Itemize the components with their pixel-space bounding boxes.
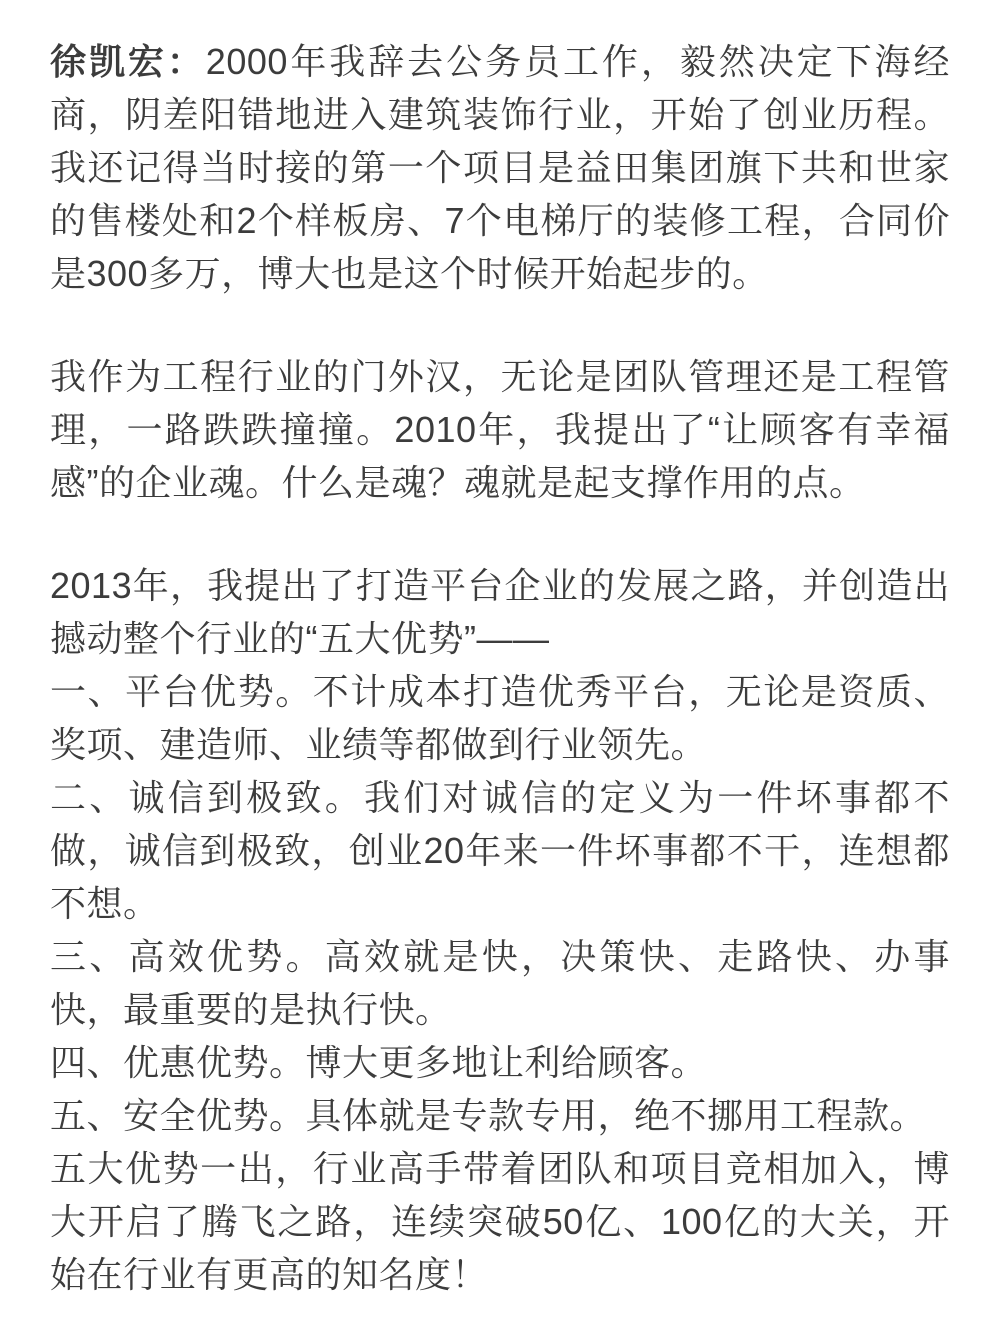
advantage-line-platform: 一、平台优势。不计成本打造优秀平台，无论是资质、奖项、建造师、业绩等都做到行业领先。 <box>50 671 950 765</box>
advantage-line-discount: 四、优惠优势。博大更多地让利给顾客。 <box>50 1042 708 1083</box>
five-advantages-result-line: 五大优势一出，行业高手带着团队和项目竞相加入，博大开启了腾飞之路，连续突破50亿、100亿的大关，开始在行业有更高的知名度！ <box>50 1148 950 1295</box>
speaker-name: 徐凯宏： <box>50 41 206 82</box>
paragraph-company-soul: 我作为工程行业的门外汉，无论是团队管理还是工程管理，一路跌跌撞撞。2010年，我提出了“让顾客有幸福感”的企业魂。什么是魂？魂就是起支撑作用的点。 <box>50 356 950 503</box>
paragraph-intro <box>50 35 950 300</box>
paragraph-intro-text: 2000年我辞去公务员工作，毅然决定下海经商，阴差阳错地进入建筑装饰行业，开始了创业历程。我还记得当时接的第一个项目是益田集团旗下共和世家的售楼处和2个样板房、7个电梯厅的装修工程，合同价是300多万，博大也是这个时候开始起步的。 <box>50 41 950 294</box>
advantage-line-safety: 五、安全优势。具体就是专款专用，绝不挪用工程款。 <box>50 1095 927 1136</box>
five-advantages-intro-line: 2013年，我提出了打造平台企业的发展之路，并创造出撼动整个行业的“五大优势”—— <box>50 565 950 659</box>
paragraph-five-advantages <box>50 559 950 1301</box>
advantage-line-efficiency: 三、高效优势。高效就是快，决策快、走路快、办事快，最重要的是执行快。 <box>50 936 950 1030</box>
advantage-line-integrity: 二、诚信到极致。我们对诚信的定义为一件坏事都不做，诚信到极致，创业20年来一件坏事都不干，连想都不想。 <box>50 777 950 924</box>
